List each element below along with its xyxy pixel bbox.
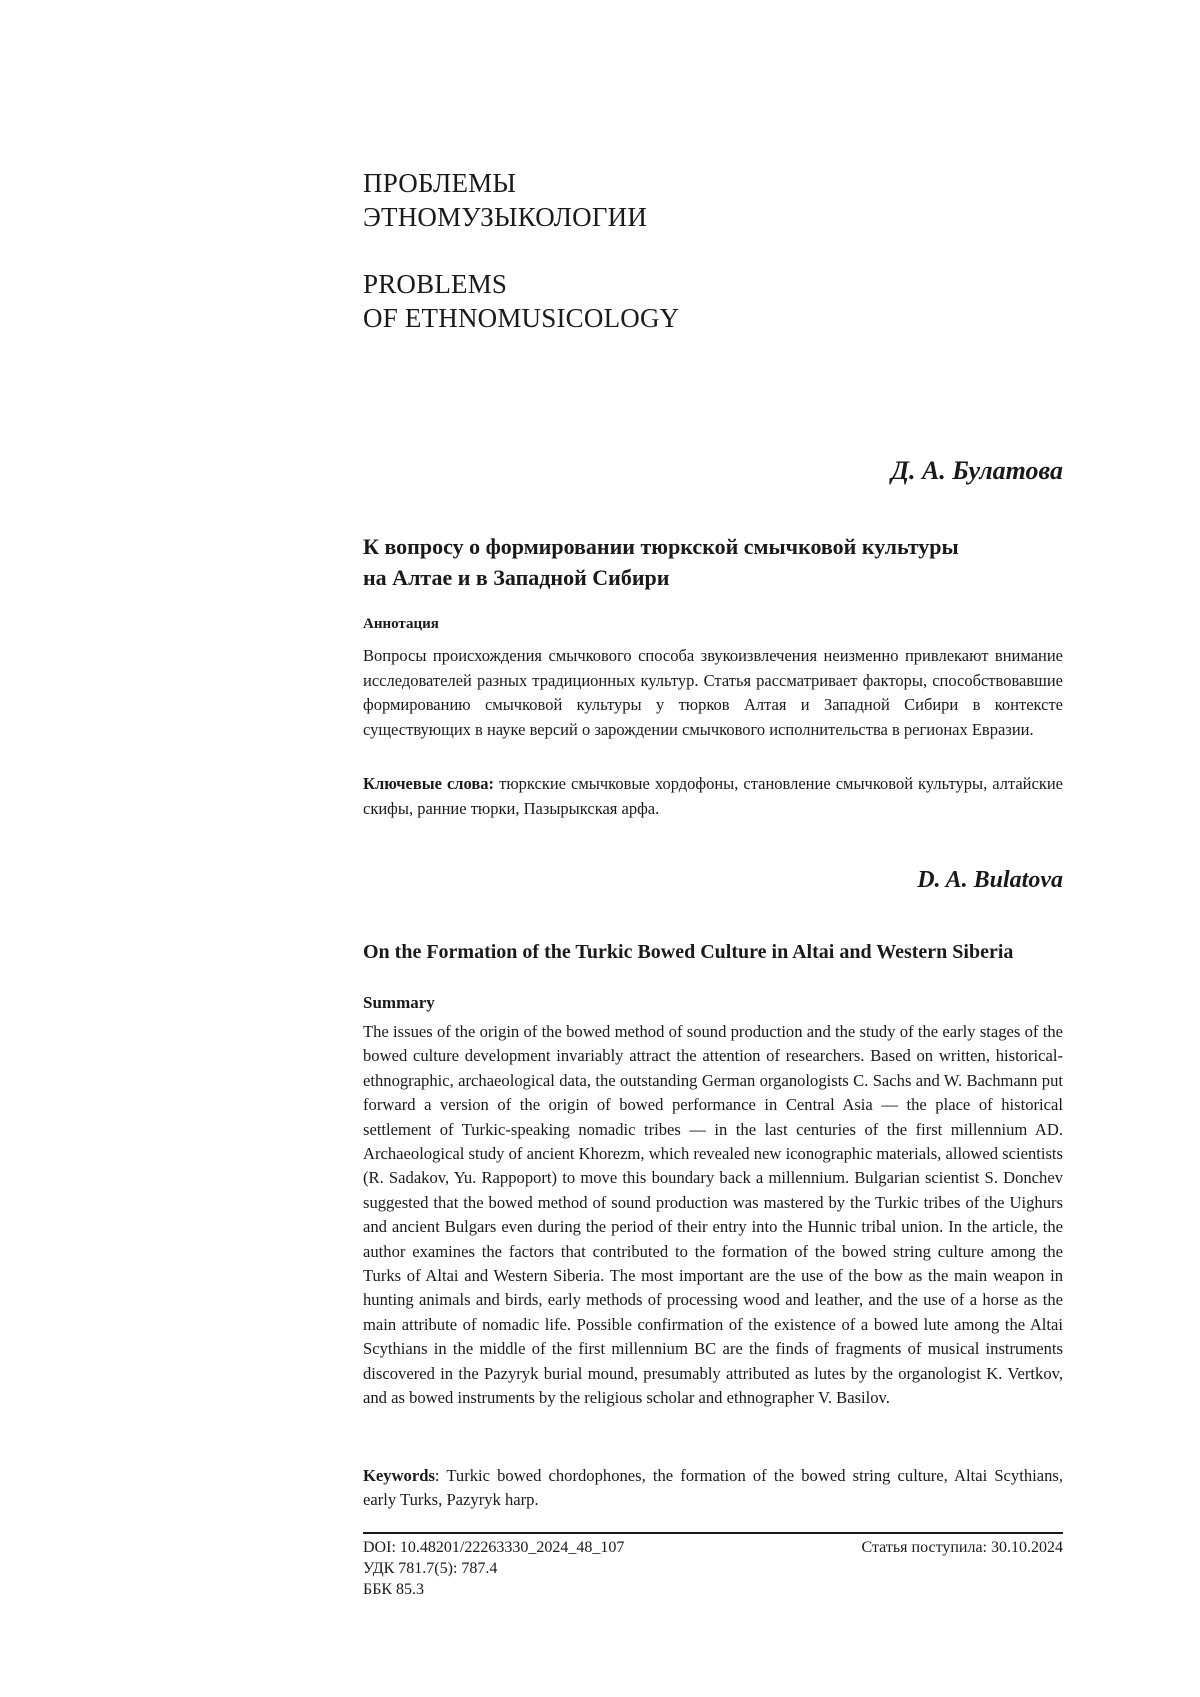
section-heading-ru-line-1: ПРОБЛЕМЫ — [363, 168, 517, 198]
section-heading-en-line-2: OF ETHNOMUSICOLOGY — [363, 303, 680, 333]
keywords-label-en: Keywords — [363, 1466, 435, 1485]
section-heading-ru — [363, 166, 647, 234]
abstract-label-ru: Аннотация — [363, 616, 439, 632]
footer-divider — [363, 1532, 1063, 1534]
doi-text: DOI: 10.48201/22263330_2024_48_107 — [363, 1539, 625, 1556]
keywords-en — [363, 1464, 1063, 1513]
author-en: D. A. Bulatova — [917, 867, 1063, 893]
received-date: Статья поступила: 30.10.2024 — [861, 1539, 1063, 1556]
abstract-text-ru: Вопросы происхождения смычкового способа звукоизвлечения неизменно привлекают внимание исследователей разных традиционных культур. Статья рассматривает факторы, способствовавшие формированию смычковой культуры у тюрков Алтая и Западной Сибири в контексте существующих в науке версий о зарождении смычкового исполнительства в регионах Евразии. — [363, 646, 1063, 739]
article-title-en: On the Formation of the Turkic Bowed Culture in Altai and Western Siberia — [363, 941, 1014, 963]
footer-metadata — [363, 1537, 624, 1600]
author-ru: Д. А. Булатова — [891, 456, 1063, 485]
keywords-ru — [363, 772, 1063, 821]
section-heading-en-line-1: PROBLEMS — [363, 269, 508, 299]
summary-text-en: The issues of the origin of the bowed method of sound production and the study of the early stages of the bowed culture development invariably attract the attention of researchers. Based on written, historical-ethnographic, archaeological data, the outstanding German organologists C. Sachs and W. Bachmann put forward a version of the origin of bowed performance in Central Asia — the place of historical settlement of Turkic-speaking nomadic tribes — in the last centuries of the first millennium AD. Archaeological study of ancient Khorezm, which revealed new iconographic materials, allowed scientists (R. Sadakov, Yu. Rappoport) to move this boundary back a millennium. Bulgarian scientist S. Donchev suggested that the bowed method of sound production was mastered by the Turkic tribes of the Uighurs and ancient Bulgars even during the period of their entry into the Hunnic tribal union. In the article, the author examines the factors that contributed to the formation of the bowed string culture among the Turks of Altai and Western Siberia. The most important are the use of the bow as the main weapon in hunting animals and birds, early methods of processing wood and leather, and the use of a horse as the main attribute of nomadic life. Possible confirmation of the existence of a bowed lute among the Altai Scythians in the middle of the first millennium BC are the finds of fragments of musical instruments discovered in the Pazyryk burial mound, presumably attributed as lutes by the organologist K. Vertkov, and as bowed instruments by the religious scholar and ethnographer V. Basilov. — [363, 1022, 1063, 1408]
bbk-text: ББК 85.3 — [363, 1581, 425, 1598]
keywords-label-ru: Ключевые слова: — [363, 774, 495, 793]
article-title-ru-line-1: К вопросу о формировании тюркской смычковой культуры — [363, 534, 959, 559]
keywords-text-ru: тюркские смычковые хордофоны, становление смычковой культуры, алтайские скифы, ранние тюрки, Пазырыкская арфа. — [363, 774, 1063, 818]
section-heading-en — [363, 267, 679, 335]
article-title-ru — [363, 531, 1063, 593]
summary-label-en: Summary — [363, 993, 435, 1012]
section-heading-ru-line-2: ЭТНОМУЗЫКОЛОГИИ — [363, 202, 648, 232]
keywords-text-en: : Turkic bowed chordophones, the formation of the bowed string culture, Altai Scythians, early Turks, Pazyryk harp. — [363, 1466, 1063, 1510]
article-title-ru-line-2: на Алтае и в Западной Сибири — [363, 565, 670, 590]
udc-text: УДК 781.7(5): 787.4 — [363, 1560, 498, 1577]
